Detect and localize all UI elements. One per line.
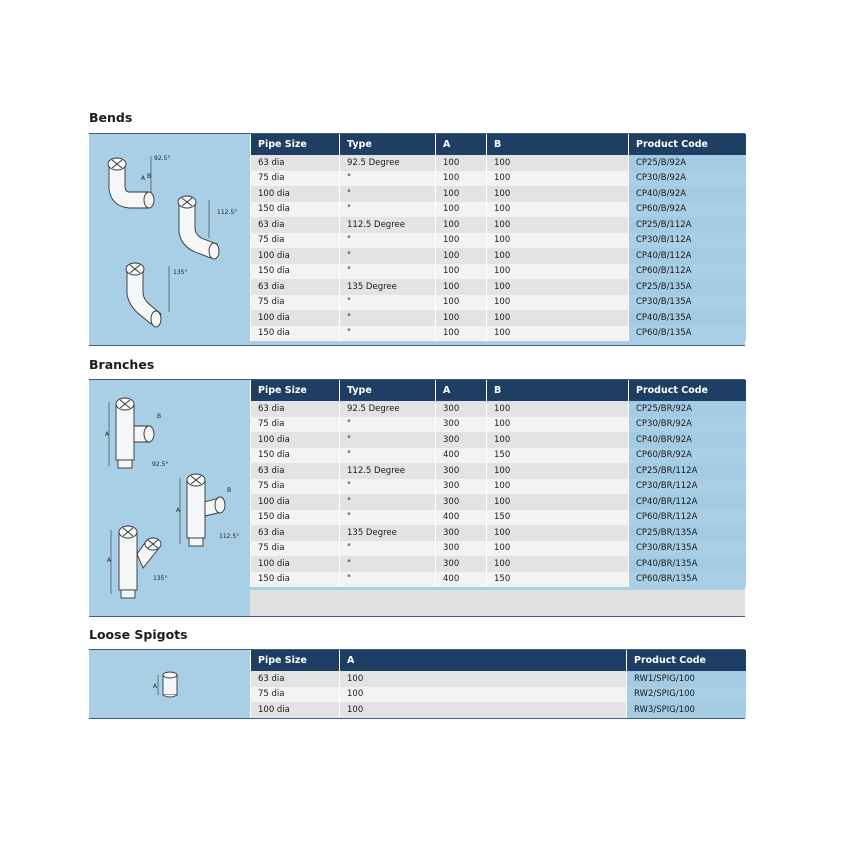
table-cell: 150: [487, 448, 629, 464]
svg-text:B: B: [227, 487, 232, 494]
bends-title: Bends: [89, 110, 133, 125]
table-cell: 75 dia: [251, 479, 340, 495]
table-cell: ": [340, 417, 436, 433]
table-cell: ": [340, 264, 436, 280]
table-cell: ": [340, 310, 436, 326]
table-cell: CP30/B/135A: [629, 295, 746, 311]
table-cell: RW2/SPIG/100: [627, 687, 746, 703]
table-cell: ": [340, 186, 436, 202]
bends-table: [250, 134, 746, 341]
table-cell: 150 dia: [251, 202, 340, 218]
table-cell: CP40/B/112A: [629, 248, 746, 264]
col-pipe-size: Pipe Size: [251, 650, 340, 671]
table-cell: 100: [436, 233, 487, 249]
table-cell: 100: [436, 217, 487, 233]
table-cell: ": [340, 479, 436, 495]
table-cell: CP40/BR/135A: [629, 556, 746, 572]
table-cell: CP25/B/135A: [629, 279, 746, 295]
table-cell: CP25/BR/112A: [629, 463, 746, 479]
table-cell: CP40/B/135A: [629, 310, 746, 326]
spigots-title: Loose Spigots: [89, 627, 188, 642]
table-cell: ": [340, 248, 436, 264]
table-cell: 100: [487, 248, 629, 264]
table-cell: CP60/B/112A: [629, 264, 746, 280]
table-cell: 100: [436, 202, 487, 218]
table-cell: CP60/B/135A: [629, 326, 746, 342]
table-cell: 112.5 Degree: [340, 217, 436, 233]
table-cell: 400: [436, 448, 487, 464]
spigots-header-row: [251, 650, 746, 671]
table-cell: 100: [436, 155, 487, 171]
table-cell: 75 dia: [251, 541, 340, 557]
table-row: [251, 525, 746, 541]
table-cell: 100: [436, 326, 487, 342]
table-cell: 300: [436, 417, 487, 433]
table-cell: CP40/B/92A: [629, 186, 746, 202]
table-cell: ": [340, 202, 436, 218]
table-row: [251, 556, 746, 572]
table-cell: 100 dia: [251, 186, 340, 202]
table-cell: 100: [487, 541, 629, 557]
svg-text:B: B: [147, 173, 152, 180]
table-cell: 300: [436, 494, 487, 510]
table-cell: CP30/BR/92A: [629, 417, 746, 433]
table-cell: CP60/B/92A: [629, 202, 746, 218]
spigot-diagram-icon: [89, 650, 250, 718]
table-cell: 100: [487, 186, 629, 202]
bends-header-row: [251, 134, 746, 155]
table-row: [251, 279, 746, 295]
table-cell: 100 dia: [251, 556, 340, 572]
table-cell: 150 dia: [251, 572, 340, 588]
table-row: [251, 264, 746, 280]
table-cell: 100: [436, 295, 487, 311]
branches-table: [250, 380, 746, 587]
table-row: [251, 295, 746, 311]
svg-text:112.5°: 112.5°: [217, 209, 238, 216]
table-row: [251, 326, 746, 342]
table-cell: 150 dia: [251, 264, 340, 280]
table-cell: 300: [436, 525, 487, 541]
col-a: A: [340, 650, 627, 671]
table-row: [251, 186, 746, 202]
table-cell: CP30/BR/112A: [629, 479, 746, 495]
table-cell: 400: [436, 572, 487, 588]
table-row: [251, 479, 746, 495]
table-cell: ": [340, 556, 436, 572]
table-cell: 100: [487, 295, 629, 311]
table-row: [251, 248, 746, 264]
table-cell: 150: [487, 510, 629, 526]
table-cell: ": [340, 432, 436, 448]
table-cell: ": [340, 541, 436, 557]
table-cell: CP40/BR/112A: [629, 494, 746, 510]
table-cell: 300: [436, 556, 487, 572]
table-cell: ": [340, 326, 436, 342]
table-cell: 100: [487, 171, 629, 187]
table-row: [251, 702, 746, 718]
branches-blank-row: [250, 590, 745, 616]
table-cell: 100: [487, 494, 629, 510]
table-row: [251, 671, 746, 687]
svg-text:B: B: [157, 413, 162, 420]
table-cell: 100: [340, 671, 627, 687]
table-row: [251, 155, 746, 171]
table-cell: CP25/BR/92A: [629, 401, 746, 417]
branches-angle-label: 92.5°: [152, 461, 169, 468]
table-cell: 100: [436, 279, 487, 295]
table-cell: 100: [487, 202, 629, 218]
table-cell: ": [340, 233, 436, 249]
col-type: Type: [340, 134, 436, 155]
col-product-code: Product Code: [627, 650, 746, 671]
table-cell: 100: [436, 171, 487, 187]
branches-title: Branches: [89, 357, 155, 372]
table-cell: 112.5 Degree: [340, 463, 436, 479]
table-cell: 63 dia: [251, 279, 340, 295]
branches-illustration: [89, 380, 250, 616]
svg-text:112.5°: 112.5°: [219, 533, 240, 540]
table-cell: CP60/BR/135A: [629, 572, 746, 588]
table-cell: 100: [487, 479, 629, 495]
svg-text:A: A: [107, 557, 112, 564]
table-cell: 75 dia: [251, 417, 340, 433]
col-b: B: [487, 380, 629, 401]
table-row: [251, 541, 746, 557]
table-cell: 100: [340, 702, 627, 718]
table-row: [251, 310, 746, 326]
col-a: A: [436, 134, 487, 155]
bends-angle-label: 92.5°: [154, 155, 171, 162]
svg-text:135°: 135°: [173, 269, 188, 276]
branches-block: [89, 379, 745, 617]
table-cell: 100: [487, 279, 629, 295]
branches-diagram-icon: [89, 380, 250, 616]
table-row: [251, 171, 746, 187]
table-cell: 400: [436, 510, 487, 526]
table-cell: 300: [436, 479, 487, 495]
table-cell: 150: [487, 572, 629, 588]
table-cell: 100: [436, 310, 487, 326]
table-cell: 63 dia: [251, 671, 340, 687]
col-type: Type: [340, 380, 436, 401]
table-cell: 100: [487, 417, 629, 433]
table-cell: ": [340, 572, 436, 588]
table-row: [251, 510, 746, 526]
table-cell: 100: [487, 556, 629, 572]
table-row: [251, 494, 746, 510]
table-cell: CP30/BR/135A: [629, 541, 746, 557]
table-cell: 63 dia: [251, 155, 340, 171]
spigots-block: [89, 649, 745, 719]
table-cell: ": [340, 494, 436, 510]
table-row: [251, 687, 746, 703]
table-cell: 100: [487, 326, 629, 342]
table-cell: ": [340, 448, 436, 464]
table-cell: 92.5 Degree: [340, 155, 436, 171]
table-cell: 100 dia: [251, 432, 340, 448]
branches-header-row: [251, 380, 746, 401]
table-cell: 63 dia: [251, 217, 340, 233]
table-cell: 150 dia: [251, 510, 340, 526]
spigots-table: [250, 650, 746, 718]
col-pipe-size: Pipe Size: [251, 380, 340, 401]
table-cell: 300: [436, 432, 487, 448]
table-cell: RW1/SPIG/100: [627, 671, 746, 687]
table-cell: CP40/BR/92A: [629, 432, 746, 448]
bends-block: [89, 133, 745, 346]
table-cell: 75 dia: [251, 233, 340, 249]
table-row: [251, 202, 746, 218]
svg-text:A: A: [153, 683, 158, 690]
table-cell: RW3/SPIG/100: [627, 702, 746, 718]
table-cell: ": [340, 295, 436, 311]
table-cell: 75 dia: [251, 171, 340, 187]
table-cell: 92.5 Degree: [340, 401, 436, 417]
svg-text:A: A: [141, 175, 146, 182]
table-cell: CP30/B/112A: [629, 233, 746, 249]
table-cell: 150 dia: [251, 326, 340, 342]
table-cell: 300: [436, 541, 487, 557]
table-cell: 100 dia: [251, 248, 340, 264]
table-row: [251, 448, 746, 464]
table-cell: CP60/BR/112A: [629, 510, 746, 526]
table-cell: CP25/B/92A: [629, 155, 746, 171]
table-cell: 100: [487, 463, 629, 479]
table-row: [251, 217, 746, 233]
table-cell: 100: [487, 217, 629, 233]
svg-text:135°: 135°: [153, 575, 168, 582]
table-cell: 135 Degree: [340, 525, 436, 541]
table-cell: 100 dia: [251, 494, 340, 510]
table-cell: CP25/B/112A: [629, 217, 746, 233]
table-cell: ": [340, 510, 436, 526]
table-cell: CP30/B/92A: [629, 171, 746, 187]
svg-text:A: A: [105, 431, 110, 438]
table-cell: 300: [436, 463, 487, 479]
table-cell: 75 dia: [251, 295, 340, 311]
table-cell: 63 dia: [251, 401, 340, 417]
table-cell: 100: [340, 687, 627, 703]
table-cell: 100: [487, 264, 629, 280]
table-cell: 150 dia: [251, 448, 340, 464]
table-cell: 75 dia: [251, 687, 340, 703]
svg-text:A: A: [176, 507, 181, 514]
col-b: B: [487, 134, 629, 155]
bends-diagram-icon: [89, 134, 250, 345]
col-product-code: Product Code: [629, 134, 746, 155]
table-row: [251, 432, 746, 448]
table-cell: 100: [487, 233, 629, 249]
table-cell: CP60/BR/92A: [629, 448, 746, 464]
bends-illustration: [89, 134, 250, 345]
table-row: [251, 233, 746, 249]
table-cell: 100: [487, 401, 629, 417]
table-cell: 300: [436, 401, 487, 417]
table-row: [251, 572, 746, 588]
table-row: [251, 417, 746, 433]
table-cell: 100: [487, 155, 629, 171]
table-row: [251, 463, 746, 479]
col-a: A: [436, 380, 487, 401]
spigots-illustration: [89, 650, 250, 718]
table-cell: 100: [436, 186, 487, 202]
table-cell: 100: [436, 248, 487, 264]
table-cell: ": [340, 171, 436, 187]
table-cell: 100: [436, 264, 487, 280]
table-cell: 100: [487, 525, 629, 541]
table-cell: 63 dia: [251, 463, 340, 479]
table-cell: 63 dia: [251, 525, 340, 541]
table-cell: 100 dia: [251, 702, 340, 718]
col-product-code: Product Code: [629, 380, 746, 401]
table-cell: 100: [487, 432, 629, 448]
table-cell: 100: [487, 310, 629, 326]
table-row: [251, 401, 746, 417]
col-pipe-size: Pipe Size: [251, 134, 340, 155]
table-cell: 100 dia: [251, 310, 340, 326]
table-cell: CP25/BR/135A: [629, 525, 746, 541]
table-cell: 135 Degree: [340, 279, 436, 295]
